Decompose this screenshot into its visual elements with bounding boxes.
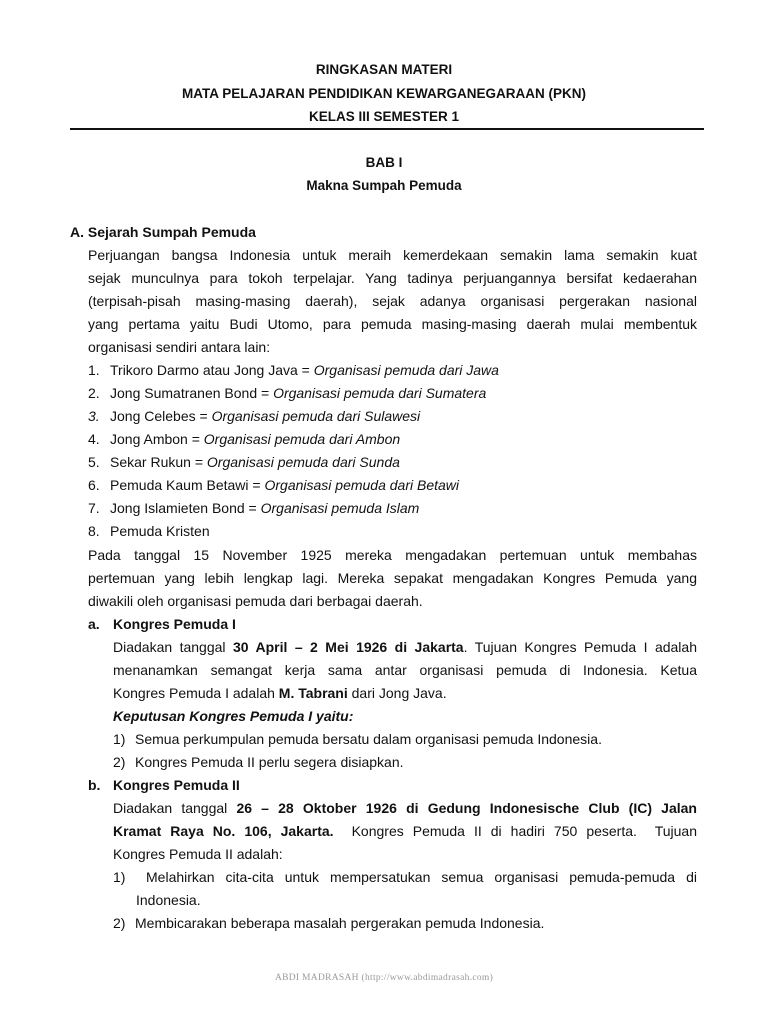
organization-name: Pemuda Kaum Betawi = bbox=[110, 477, 265, 493]
goal-item bbox=[113, 912, 722, 935]
kongres1-line: menanamkan semangat kerja sama antar organisasi pemuda di Indonesia. Ketua bbox=[113, 662, 697, 678]
organization-name: Jong Islamieten Bond = bbox=[110, 500, 261, 516]
organization-name: Jong Ambon = bbox=[110, 431, 204, 447]
kongres1-chairman: M. Tabrani bbox=[278, 685, 348, 701]
organization-name: Trikoro Darmo atau Jong Java = bbox=[110, 362, 314, 378]
intro-line: sejak munculnya para tokoh terpelajar. Yang tadinya perjuangannya bersifat kedaerahan bbox=[88, 270, 697, 286]
organization-desc: Organisasi pemuda dari Ambon bbox=[203, 431, 401, 447]
page-footer: ABDI MADRASAH (http://www.abdimadrasah.com) bbox=[274, 973, 494, 983]
decision-item bbox=[113, 728, 722, 751]
chapter-label: BAB I bbox=[365, 155, 403, 170]
kongres1-decision-heading: Keputusan Kongres Pemuda I yaitu: bbox=[113, 708, 354, 724]
para2-line: diwakili oleh organisasi pemuda dari berbagai daerah. bbox=[88, 593, 423, 609]
organization-item bbox=[88, 382, 697, 405]
kongres2-heading bbox=[88, 774, 697, 797]
kongres2-marker: b. bbox=[88, 777, 101, 793]
text: dari Jong Java. bbox=[347, 685, 447, 701]
organization-desc: Organisasi pemuda dari Jawa bbox=[313, 362, 499, 378]
organization-name: Jong Celebes = bbox=[110, 408, 212, 424]
organization-name: Jong Sumatranen Bond = bbox=[110, 385, 274, 401]
organization-desc: Organisasi pemuda dari Betawi bbox=[264, 477, 460, 493]
organization-num: 2. bbox=[88, 385, 100, 401]
decision-text: Semua perkumpulan pemuda bersatu dalam organisasi pemuda Indonesia. bbox=[135, 731, 602, 747]
organization-item bbox=[88, 405, 697, 428]
organization-item bbox=[88, 474, 697, 497]
text: Kongres Pemuda I adalah bbox=[113, 685, 279, 701]
organization-item bbox=[88, 428, 697, 451]
header-divider bbox=[70, 128, 704, 130]
organization-num: 7. bbox=[88, 500, 100, 516]
goal-num: 2) bbox=[113, 915, 126, 931]
kongres2-line bbox=[113, 820, 697, 843]
organization-item bbox=[88, 497, 697, 520]
para2-line: pertemuan yang lebih lengkap lagi. Mereka sepakat mengadakan Kongres Pemuda yang bbox=[88, 570, 697, 586]
goal-item bbox=[113, 866, 697, 889]
goal-continuation: Indonesia. bbox=[136, 892, 201, 908]
section-a-heading: A. Sejarah Sumpah Pemuda bbox=[70, 224, 256, 240]
text: Diadakan tanggal bbox=[113, 639, 233, 655]
organization-desc: Organisasi pemuda dari Sulawesi bbox=[211, 408, 421, 424]
kongres2-date-place: 26 – 28 Oktober 1926 di Gedung Indonesische Club (IC) Jalan bbox=[236, 800, 697, 816]
organization-desc: Organisasi pemuda Islam bbox=[260, 500, 420, 516]
goal-text: Melahirkan cita-cita untuk mempersatukan semua organisasi pemuda-pemuda di bbox=[135, 869, 697, 885]
organization-num: 6. bbox=[88, 477, 100, 493]
organization-num: 5. bbox=[88, 454, 100, 470]
kongres2-line: Kongres Pemuda II adalah: bbox=[113, 846, 283, 862]
kongres2-address: Kramat Raya No. 106, Jakarta. bbox=[113, 823, 334, 839]
decision-num: 1) bbox=[113, 731, 126, 747]
kongres1-marker: a. bbox=[88, 616, 100, 632]
subject-title: MATA PELAJARAN PENDIDIKAN KEWARGANEGARAAN (PKN) bbox=[182, 86, 586, 101]
chapter-title: Makna Sumpah Pemuda bbox=[306, 178, 462, 193]
kongres1-line bbox=[113, 682, 722, 705]
decision-item bbox=[113, 751, 722, 774]
intro-line: (terpisah-pisah masing-masing daerah), sejak adanya organisasi pergerakan nasional bbox=[88, 293, 697, 309]
kongres1-title: Kongres Pemuda I bbox=[113, 616, 236, 632]
kongres1-date: 30 April – 2 Mei 1926 di Jakarta bbox=[232, 639, 464, 655]
organization-num: 1. bbox=[88, 362, 100, 378]
kongres1-heading bbox=[88, 613, 697, 636]
kongres1-line bbox=[113, 636, 697, 659]
organization-num: 3. bbox=[88, 408, 100, 424]
decision-num: 2) bbox=[113, 754, 126, 770]
text: Kongres Pemuda II di hadiri 750 peserta. Tujuan bbox=[333, 823, 697, 839]
kongres2-title: Kongres Pemuda II bbox=[113, 777, 240, 793]
organization-desc: Organisasi pemuda dari Sunda bbox=[206, 454, 400, 470]
organization-item bbox=[88, 520, 697, 543]
intro-line: organisasi sendiri antara lain: bbox=[88, 339, 271, 355]
text: Diadakan tanggal bbox=[113, 800, 237, 816]
organization-name: Sekar Rukun = bbox=[110, 454, 207, 470]
para2-line: Pada tanggal 15 November 1925 mereka mengadakan pertemuan untuk membahas bbox=[88, 547, 697, 563]
organization-num: 8. bbox=[88, 523, 100, 539]
goal-num: 1) bbox=[113, 869, 126, 885]
intro-line: Perjuangan bangsa Indonesia untuk meraih kemerdekaan semakin lama semakin kuat bbox=[88, 247, 697, 263]
organization-desc: Organisasi pemuda dari Sumatera bbox=[273, 385, 487, 401]
kongres2-line bbox=[113, 797, 697, 820]
decision-text: Kongres Pemuda II perlu segera disiapkan. bbox=[135, 754, 404, 770]
organization-item bbox=[88, 359, 697, 382]
organization-item bbox=[88, 451, 697, 474]
text: . Tujuan Kongres Pemuda I adalah bbox=[463, 639, 697, 655]
doc-title: RINGKASAN MATERI bbox=[315, 62, 453, 77]
class-semester: KELAS III SEMESTER 1 bbox=[308, 109, 460, 124]
goal-text: Membicarakan beberapa masalah pergerakan pemuda Indonesia. bbox=[135, 915, 545, 931]
organization-num: 4. bbox=[88, 431, 100, 447]
organization-name: Pemuda Kristen bbox=[110, 523, 210, 539]
intro-line: yang pertama yaitu Budi Utomo, para pemuda masing-masing daerah mulai membentuk bbox=[88, 316, 697, 332]
